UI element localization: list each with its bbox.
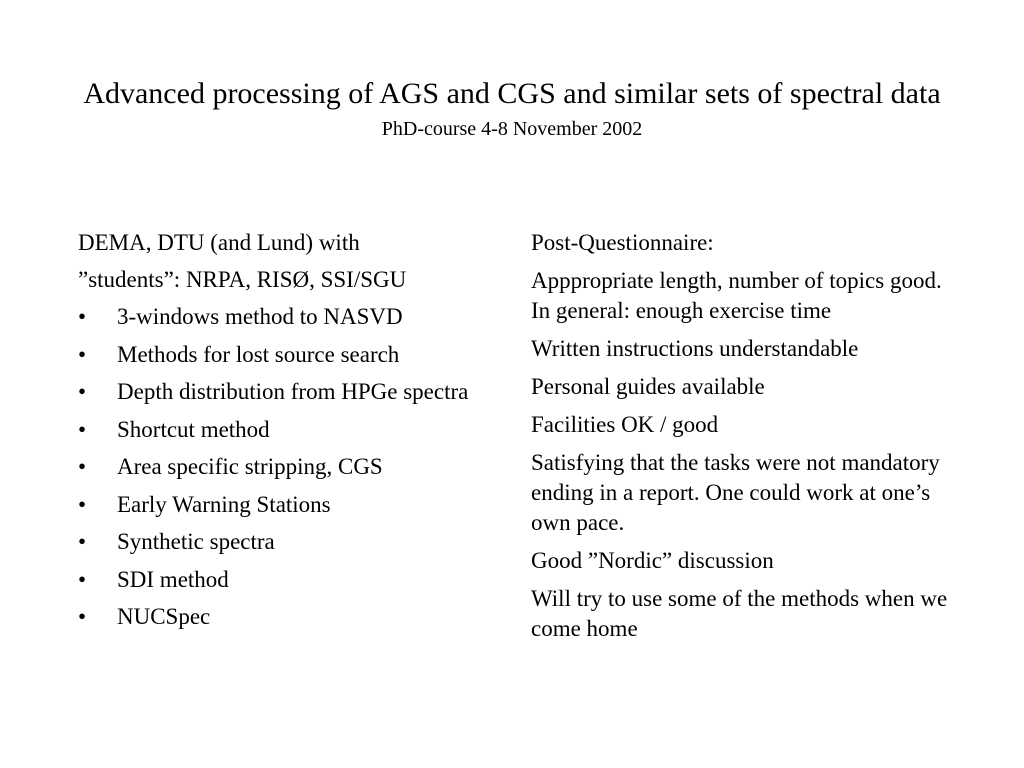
- questionnaire-item: Personal guides available: [531, 374, 765, 399]
- questionnaire-item: Will try to use some of the methods when we come home: [531, 586, 948, 641]
- bullet-icon: •: [78, 379, 87, 404]
- list-item: [78, 452, 508, 482]
- left-column: [78, 228, 508, 640]
- method-list: [78, 302, 508, 632]
- bullet-icon: •: [78, 416, 87, 442]
- bullet-icon: •: [78, 491, 87, 517]
- list-item: [78, 340, 508, 370]
- list-item-text: Methods for lost source search: [117, 341, 400, 367]
- questionnaire-item: Satisfying that the tasks were not mandatory ending in a report. One could work at one’s own pace.: [531, 450, 940, 535]
- questionnaire-heading: Post-Questionnaire:: [531, 230, 714, 255]
- list-item: [78, 377, 508, 407]
- list-item-text: Early Warning Stations: [117, 491, 331, 517]
- bullet-icon: •: [78, 529, 87, 554]
- list-item-text: Depth distribution from HPGe spectra: [117, 379, 469, 404]
- slide-title: Advanced processing of AGS and CGS and similar sets of spectral data: [83, 77, 941, 110]
- list-item-text: NUCSpec: [117, 604, 211, 629]
- list-item-text: SDI method: [117, 566, 229, 592]
- list-item: [78, 565, 508, 595]
- bullet-icon: •: [78, 304, 87, 329]
- bullet-icon: •: [78, 341, 87, 367]
- questionnaire-item: Good ”Nordic” discussion: [531, 548, 774, 573]
- intro-line: DEMA, DTU (and Lund) with: [78, 230, 360, 255]
- list-item: [78, 302, 508, 332]
- right-column: [531, 228, 951, 652]
- bullet-icon: •: [78, 604, 87, 629]
- bullet-icon: •: [78, 566, 87, 592]
- questionnaire-item: Apppropriate length, number of topics good. In general: enough exercise time: [531, 268, 942, 323]
- title-block: [80, 76, 944, 142]
- list-item-text: Shortcut method: [117, 416, 270, 442]
- list-item-text: Area specific stripping, CGS: [117, 454, 383, 479]
- list-item-text: 3-windows method to NASVD: [117, 304, 403, 329]
- list-item: [78, 527, 508, 557]
- list-item: [78, 415, 508, 445]
- bullet-icon: •: [78, 454, 87, 479]
- questionnaire-item: Written instructions understandable: [531, 336, 859, 361]
- list-item-text: Synthetic spectra: [117, 529, 275, 554]
- list-item: [78, 602, 508, 632]
- slide-subtitle: PhD-course 4-8 November 2002: [381, 118, 643, 140]
- intro-line: ”students”: NRPA, RISØ, SSI/SGU: [78, 267, 407, 292]
- list-item: [78, 490, 508, 520]
- questionnaire-item: Facilities OK / good: [531, 412, 719, 437]
